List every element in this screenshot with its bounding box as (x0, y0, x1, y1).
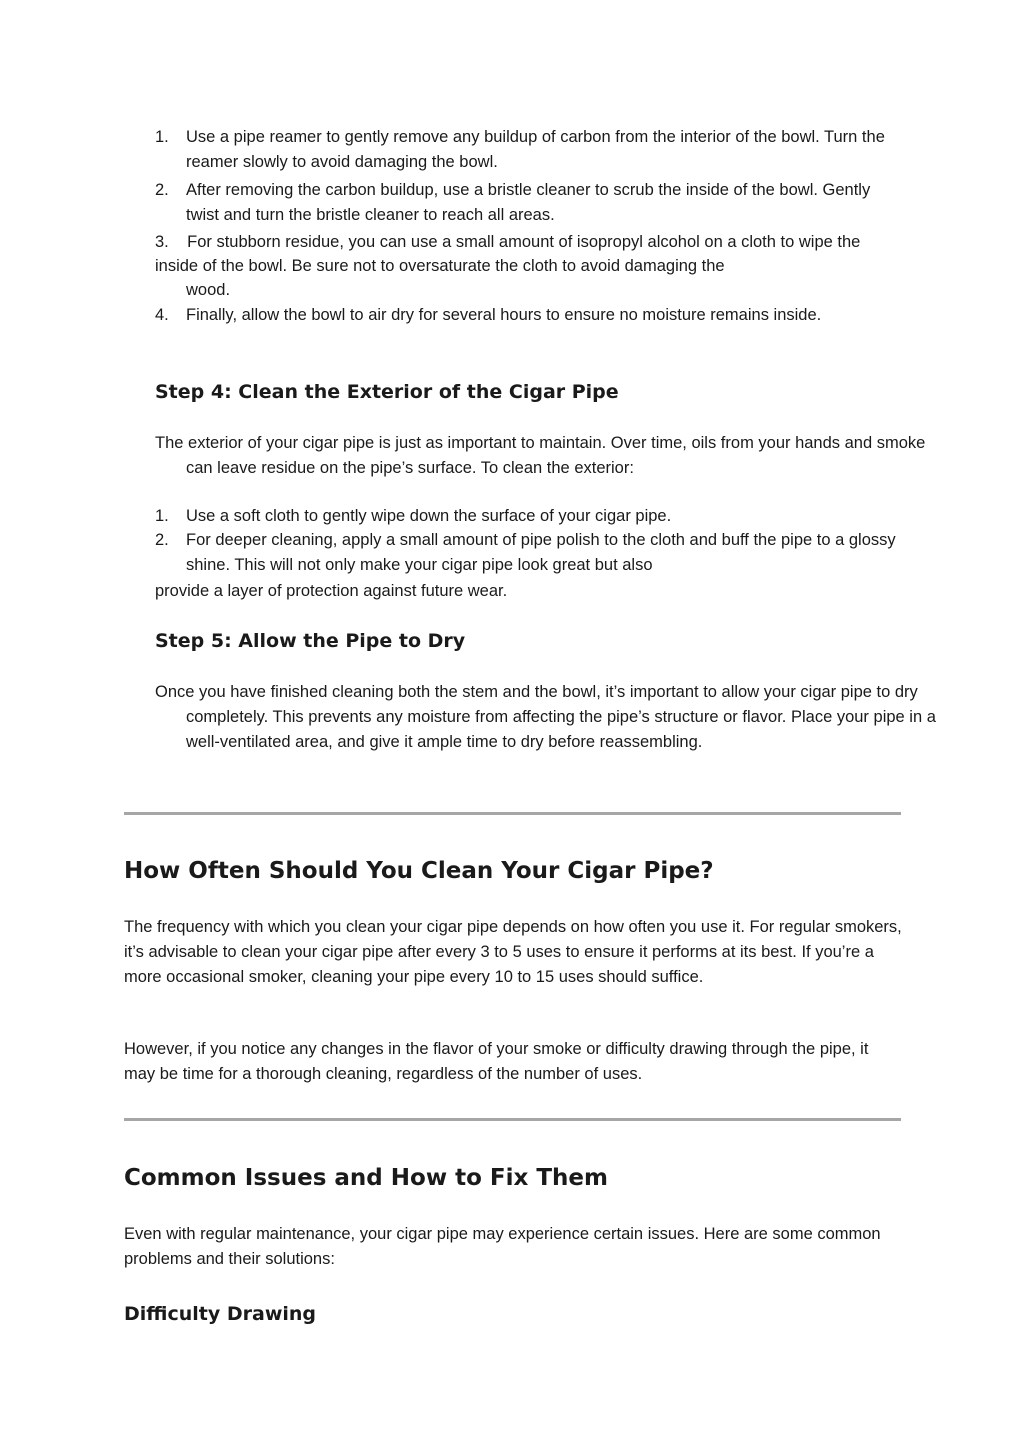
paragraph: The frequency with which you clean your cigar pipe depends on how often you use it. For regular smokers, it’s advisable to clean your cigar pipe after every 3 to 5 uses to ensure it performs at its best. If you’re a more occasional smoker, cleaning your pipe every 10 to 15 uses should suffice. (124, 918, 902, 986)
section-heading-step-5: Step 5: Allow the Pipe to Dry (155, 630, 466, 652)
subheading-difficulty-drawing: Difficulty Drawing (124, 1303, 317, 1325)
list-item-text: For stubborn residue, you can use a small amount of isopropyl alcohol on a cloth to wipe the inside of the bowl. Be sure not to oversaturate the cloth to avoid damaging the (155, 233, 861, 275)
list-item (155, 303, 905, 328)
list-number: 1. (155, 128, 169, 146)
list-item-text: Finally, allow the bowl to air dry for several hours to ensure no moisture remains inside. (186, 306, 822, 324)
paragraph: Even with regular maintenance, your cigar pipe may experience certain issues. Here are some common problems and their solutions: (124, 1225, 881, 1268)
list-item-text: After removing the carbon buildup, use a bristle cleaner to scrub the inside of the bowl. Gently twist and turn the bristle cleaner to reach all areas. (186, 181, 871, 224)
list-number: 2. (155, 531, 169, 549)
list-item (155, 178, 905, 228)
paragraph: Once you have finished cleaning both the stem and the bowl, it’s important to allow your cigar pipe to dry completely. This prevents any moisture from affecting the pipe’s structure or flavor. Place your pipe in a well-ventilated area, and give it ample time to dry before reassembling. (155, 683, 936, 751)
list-number: 4. (155, 306, 169, 324)
horizontal-divider (124, 812, 901, 815)
list-item-text: Use a soft cloth to gently wipe down the surface of your cigar pipe. (186, 507, 672, 525)
section-heading-how-often: How Often Should You Clean Your Cigar Pipe? (124, 858, 714, 884)
list-number: 2. (155, 181, 169, 199)
section-heading-step-4: Step 4: Clean the Exterior of the Cigar Pipe (155, 381, 619, 403)
list-item (155, 504, 905, 529)
list-item-continuation: provide a layer of protection against future wear. (155, 582, 508, 600)
list-item (155, 528, 905, 578)
section-heading-common-issues: Common Issues and How to Fix Them (124, 1165, 608, 1191)
paragraph: The exterior of your cigar pipe is just as important to maintain. Over time, oils from your hands and smoke can leave residue on the pipe’s surface. To clean the exterior: (155, 434, 926, 477)
list-item-continuation: wood. (186, 281, 231, 299)
horizontal-divider (124, 1118, 901, 1121)
list-number: 3. (155, 233, 169, 251)
paragraph: However, if you notice any changes in the flavor of your smoke or difficulty drawing through the pipe, it may be time for a thorough cleaning, regardless of the number of uses. (124, 1040, 869, 1083)
list-item (155, 125, 905, 175)
list-item-text: Use a pipe reamer to gently remove any buildup of carbon from the interior of the bowl. Turn the reamer slowly to avoid damaging the bowl. (186, 128, 885, 171)
list-item-text: For deeper cleaning, apply a small amount of pipe polish to the cloth and buff the pipe to a glossy shine. This will not only make your cigar pipe look great but also (186, 531, 896, 574)
list-number: 1. (155, 507, 169, 525)
list-item (155, 230, 905, 278)
